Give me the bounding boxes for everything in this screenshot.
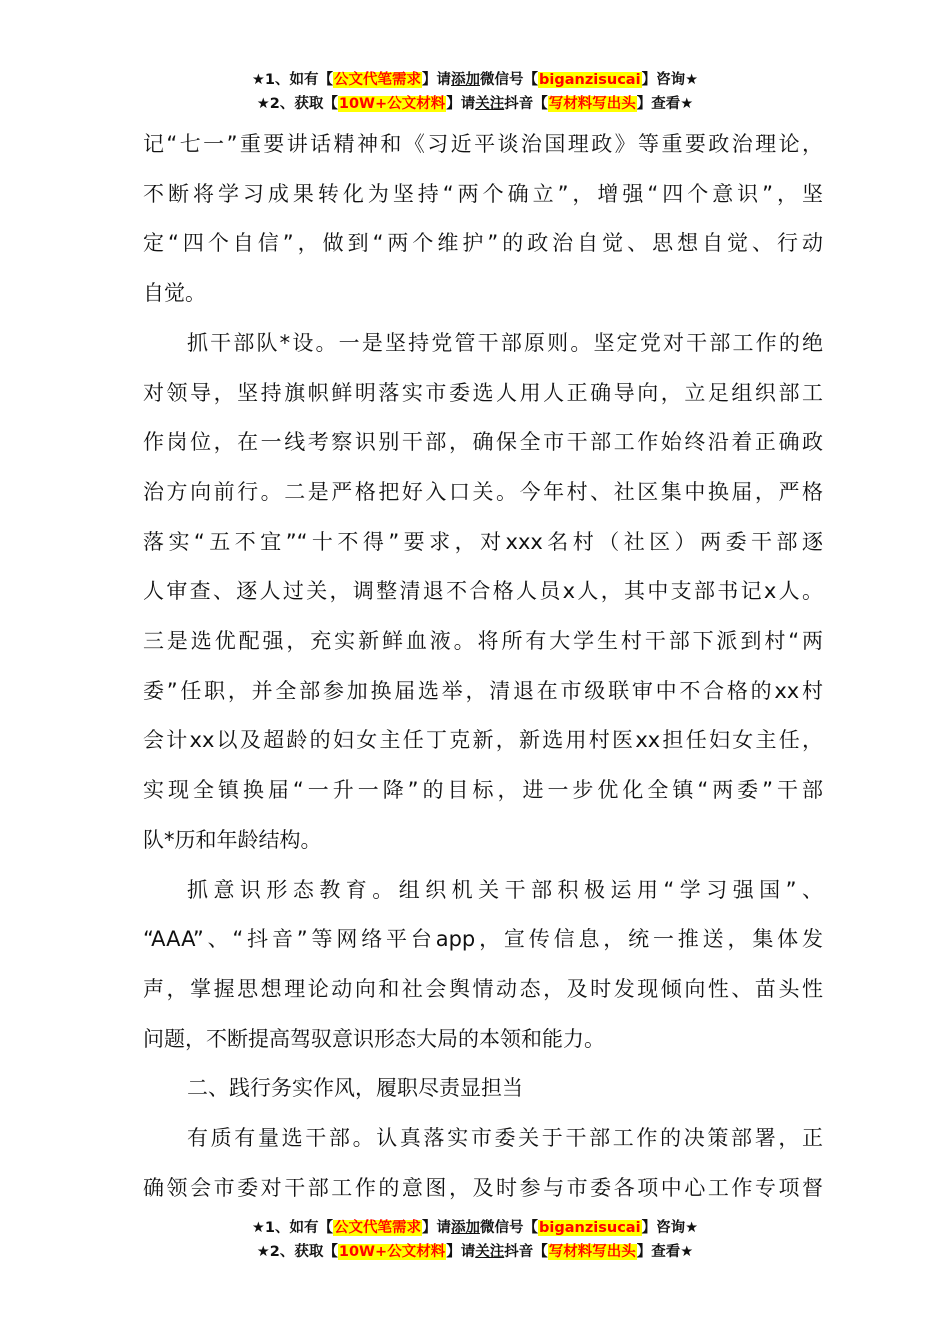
- banner-underlined-text: 关注: [475, 96, 505, 112]
- banner-text: 】请: [422, 72, 452, 88]
- text-line: 人审查、逐人过关，调整清退不合格人员x人，其中支部书记x人。: [143, 579, 823, 604]
- banner-text: ★1、如有【: [251, 1220, 334, 1236]
- footer-banner: [0, 1216, 950, 1264]
- banner-text: 微信号【: [480, 72, 539, 88]
- banner-line-1: [0, 1216, 950, 1240]
- banner-line-2: [0, 1240, 950, 1264]
- text-line: 自觉。: [143, 281, 206, 306]
- text-line: “AAA”、“抖音”等网络平台app，宣传信息，统一推送，集体发: [143, 927, 823, 952]
- banner-text: 】请: [422, 1220, 452, 1236]
- banner-text: 】查看★: [636, 96, 694, 112]
- section-heading: 二、践行务实作风，履职尽责显担当: [187, 1076, 523, 1101]
- text-line: 队*历和年龄结构。: [143, 827, 322, 852]
- banner-underlined-text: 添加: [451, 72, 481, 88]
- banner-line-2: [0, 92, 950, 116]
- banner-text: 抖音【: [504, 1244, 548, 1260]
- banner-text: 】咨询★: [641, 72, 699, 88]
- banner-highlight-service: 公文代笔需求: [334, 72, 422, 88]
- header-banner: [0, 68, 950, 116]
- text-line: 会计xx以及超龄的妇女主任丁克新，新选用村医xx担任妇女主任，: [143, 728, 823, 753]
- text-line: 治方向前行。二是严格把好入口关。今年村、社区集中换届，严格: [143, 479, 823, 504]
- paragraph-heading-line: 有质有量选干部。认真落实市委关于干部工作的决策部署，正: [187, 1126, 823, 1151]
- paragraph-heading-line: 抓意识形态教育。组织机关干部积极运用“学习强国”、: [187, 877, 823, 902]
- banner-highlight-service: 公文代笔需求: [334, 1220, 422, 1236]
- text-line: 实现全镇换届“一升一降”的目标，进一步优化全镇“两委”干部: [143, 778, 823, 803]
- document-body: [143, 120, 823, 1213]
- banner-text: 微信号【: [480, 1220, 539, 1236]
- banner-highlight-materials: 10W+公文材料: [338, 1244, 446, 1260]
- banner-text: 】请: [446, 1244, 476, 1260]
- banner-text: ★2、获取【: [256, 96, 338, 112]
- banner-text: 抖音【: [504, 96, 548, 112]
- text-line: 确领会市委对干部工作的意图，及时参与市委各项中心工作专项督: [143, 1175, 823, 1200]
- banner-underlined-text: 关注: [475, 1244, 505, 1260]
- text-line: 声，掌握思想理论动向和社会舆情动态，及时发现倾向性、苗头性: [143, 976, 823, 1001]
- text-line: 定“四个自信”，做到“两个维护”的政治自觉、思想自觉、行动: [143, 231, 823, 256]
- banner-highlight-wechat-id: biganzisucai: [539, 72, 641, 88]
- text-line: 记“七一”重要讲话精神和《习近平谈治国理政》等重要政治理论，: [143, 132, 823, 156]
- text-line: 对领导，坚持旗帜鲜明落实市委选人用人正确导向，立足组织部工: [143, 380, 823, 405]
- banner-text: ★2、获取【: [256, 1244, 338, 1260]
- banner-highlight-materials: 10W+公文材料: [338, 96, 446, 112]
- text-line: 三是选优配强，充实新鲜血液。将所有大学生村干部下派到村“两: [143, 629, 823, 654]
- text-line: 委”任职，并全部参加换届选举，清退在市级联审中不合格的xx村: [143, 678, 823, 703]
- banner-text: 】查看★: [636, 1244, 694, 1260]
- banner-text: ★1、如有【: [251, 72, 334, 88]
- text-line: 落实“五不宜”“十不得”要求，对xxx名村（社区）两委干部逐: [143, 529, 823, 554]
- banner-highlight-douyin: 写材料写出头: [548, 96, 636, 112]
- text-line: 问题，不断提高驾驭意识形态大局的本领和能力。: [143, 1026, 605, 1051]
- paragraph-heading-line: 抓干部队*设。一是坚持党管干部原则。坚定党对干部工作的绝: [187, 330, 823, 355]
- banner-line-1: [0, 68, 950, 92]
- banner-underlined-text: 添加: [451, 1220, 481, 1236]
- banner-text: 】请: [446, 96, 476, 112]
- banner-highlight-wechat-id: biganzisucai: [539, 1220, 641, 1236]
- banner-highlight-douyin: 写材料写出头: [548, 1244, 636, 1260]
- banner-text: 】咨询★: [641, 1220, 699, 1236]
- text-line: 作岗位，在一线考察识别干部，确保全市干部工作始终沿着正确政: [143, 430, 823, 455]
- text-line: 不断将学习成果转化为坚持“两个确立”，增强“四个意识”，坚: [143, 181, 823, 206]
